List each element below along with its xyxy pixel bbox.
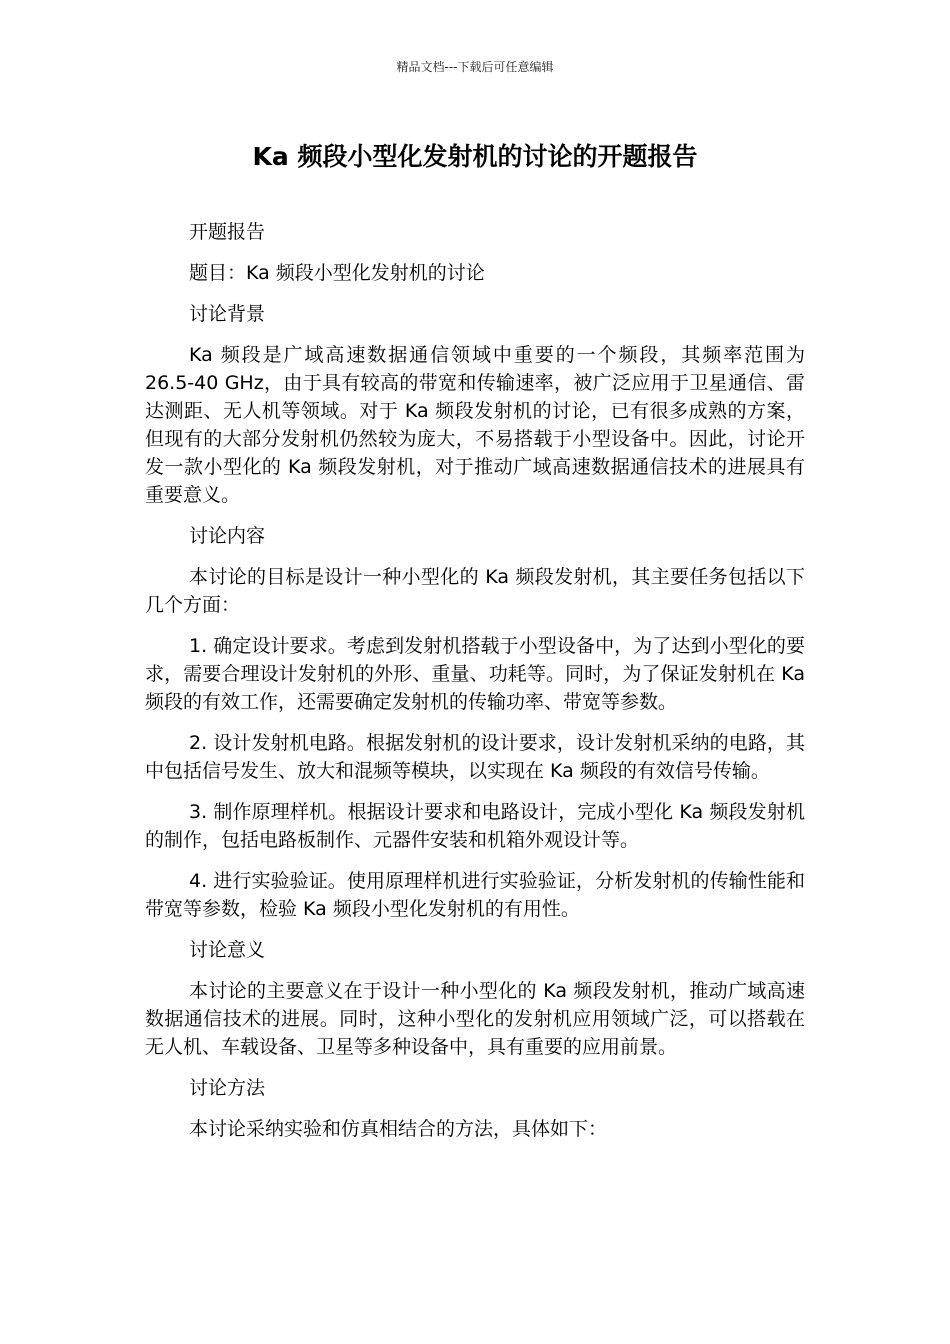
list-item-1: 1. 确定设计要求。考虑到发射机搭载于小型设备中，为了达到小型化的要求，需要合理设计发射机的外形、重量、功耗等。同时，为了保证发射机在 Ka 频段的有效工作，还需要确定发射机的传输功率、带宽等参数。 — [145, 635, 805, 713]
document-title: Ka 频段小型化发射机的讨论的开题报告 — [252, 142, 698, 171]
document-body — [145, 218, 805, 1156]
paragraph-content-intro: 本讨论的目标是设计一种小型化的 Ka 频段发射机，其主要任务包括以下几个方面： — [145, 566, 805, 616]
section-label-proposal: 开题报告 — [189, 221, 266, 243]
paragraph-significance: 本讨论的主要意义在于设计一种小型化的 Ka 频段发射机，推动广域高速数据通信技术的进展。同时，这种小型化的发射机应用领域广泛，可以搭载在无人机、车载设备、卫星等多种设备中，具有重要的应用前景。 — [145, 980, 805, 1058]
heading-background: 讨论背景 — [189, 303, 266, 325]
header-note: 精品文档---下载后可任意编辑 — [396, 60, 554, 74]
heading-content: 讨论内容 — [189, 525, 266, 547]
list-item-2: 2. 设计发射机电路。根据发射机的设计要求，设计发射机采纳的电路，其中包括信号发生、放大和混频等模块，以实现在 Ka 频段的有效信号传输。 — [145, 732, 805, 782]
list-item-4: 4. 进行实验验证。使用原理样机进行实验验证，分析发射机的传输性能和带宽等参数，检验 Ka 频段小型化发射机的有用性。 — [145, 870, 805, 920]
paragraph-background: Ka 频段是广域高速数据通信领域中重要的一个频段，其频率范围为 26.5-40 GHz，由于具有较高的带宽和传输速率，被广泛应用于卫星通信、雷达测距、无人机等领域。对于 Ka 频段发射机的讨论，已有很多成熟的方案，但现有的大部分发射机仍然较为庞大，不易搭载于小型设备中。因此，讨论开发一款小型化的 Ka 频段发射机，对于推动广域高速数据通信技术的进展具有重要意义。 — [145, 344, 805, 506]
heading-method: 讨论方法 — [189, 1077, 266, 1099]
topic-line: 题目：Ka 频段小型化发射机的讨论 — [189, 262, 485, 284]
list-item-3: 3. 制作原理样机。根据设计要求和电路设计，完成小型化 Ka 频段发射机的制作，包括电路板制作、元器件安装和机箱外观设计等。 — [145, 801, 805, 851]
paragraph-method: 本讨论采纳实验和仿真相结合的方法，具体如下： — [189, 1118, 608, 1140]
heading-significance: 讨论意义 — [189, 939, 266, 961]
